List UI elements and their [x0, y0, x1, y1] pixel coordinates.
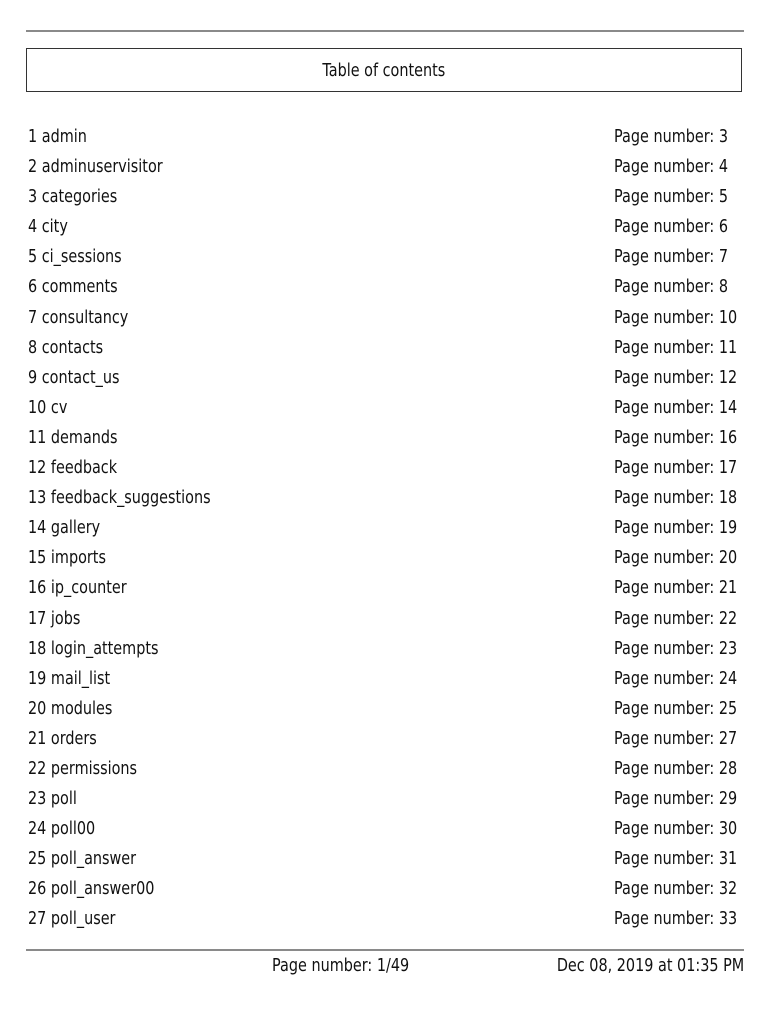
toc-entry-title — [28, 212, 68, 242]
toc-entry-title — [28, 303, 128, 333]
toc-entry-title — [28, 604, 80, 634]
footer-timestamp: Dec 08, 2019 at 01:35 PM — [556, 955, 744, 976]
toc-entry-page-number: 29 — [718, 788, 738, 810]
toc-entry-number: 5 — [28, 246, 38, 268]
toc-entry-number: 3 — [28, 186, 38, 208]
toc-entry-number: 14 — [28, 517, 47, 539]
toc-entry-page-number: 7 — [718, 246, 728, 268]
toc-entry[interactable] — [28, 212, 728, 242]
toc-entry-page-ref — [614, 724, 737, 754]
toc-header-box — [26, 48, 742, 92]
toc-entry-number: 9 — [28, 366, 38, 388]
toc-entry-title — [28, 122, 87, 152]
toc-entry-name: login_attempts — [50, 637, 159, 659]
toc-entry-number: 13 — [28, 487, 47, 509]
toc-entry-page-ref — [614, 904, 737, 934]
toc-entry-title — [28, 694, 112, 724]
toc-entry-title — [28, 152, 163, 182]
toc-entry-page-label: Page number: — [614, 186, 715, 208]
toc-entry-page-ref — [614, 754, 737, 784]
toc-entry[interactable] — [28, 904, 738, 934]
toc-entry[interactable] — [28, 694, 738, 724]
toc-entry-name: admin — [41, 126, 87, 147]
toc-entry-page-label: Page number: — [614, 697, 715, 719]
toc-entry-number: 19 — [28, 667, 47, 689]
toc-entry[interactable] — [28, 242, 728, 272]
toc-entry-number: 22 — [28, 757, 47, 779]
toc-entry-page-label: Page number: — [614, 396, 715, 418]
toc-entry-page-number: 5 — [718, 186, 728, 208]
toc-entry-page-number: 17 — [718, 457, 738, 479]
toc-entry-number: 15 — [28, 547, 47, 569]
toc-entry-page-label: Page number: — [614, 426, 715, 448]
toc-entry-page-label: Page number: — [614, 547, 715, 569]
toc-entry-name: poll_answer — [50, 848, 137, 870]
toc-entry-page-ref — [614, 483, 737, 513]
toc-entry-title — [28, 634, 158, 664]
toc-entry-number: 11 — [28, 426, 47, 448]
toc-entry-page-label: Page number: — [614, 306, 715, 328]
toc-entry-page-ref — [614, 272, 728, 302]
toc-entry[interactable] — [28, 874, 738, 904]
toc-entry-page-number: 22 — [718, 607, 738, 629]
toc-entry-page-number: 11 — [718, 336, 738, 358]
toc-entry-title — [28, 483, 211, 513]
toc-entry-name: contacts — [41, 336, 104, 358]
toc-entry-page-label: Page number: — [614, 366, 715, 388]
toc-entry[interactable] — [28, 483, 738, 513]
toc-entry-title — [28, 543, 106, 573]
toc-entry-page-label: Page number: — [614, 607, 715, 629]
toc-entry-page-number: 8 — [718, 276, 728, 298]
toc-entry-page-number: 21 — [718, 577, 738, 599]
toc-entry-page-number: 4 — [718, 156, 728, 178]
toc-entry-name: poll_answer00 — [50, 878, 155, 900]
toc-entry-page-ref — [614, 212, 728, 242]
toc-entry-title — [28, 333, 103, 363]
toc-entry-title — [28, 844, 136, 874]
toc-entry-page-ref — [614, 393, 737, 423]
toc-entry-page-label: Page number: — [614, 126, 715, 147]
toc-entry-number: 25 — [28, 848, 47, 870]
toc-entry[interactable] — [28, 844, 738, 874]
toc-entry-number: 2 — [28, 156, 38, 178]
toc-entry-number: 26 — [28, 878, 47, 900]
toc-entry[interactable] — [28, 724, 738, 754]
toc-entry-name: permissions — [50, 757, 138, 779]
toc-entry-page-label: Page number: — [614, 667, 715, 689]
toc-entry-name: cv — [50, 396, 68, 418]
toc-entry-page-number: 25 — [718, 697, 738, 719]
toc-entry-page-ref — [614, 604, 737, 634]
toc-entry-page-number: 18 — [718, 487, 738, 509]
toc-entry-page-ref — [614, 844, 737, 874]
toc-entry-title — [28, 754, 137, 784]
toc-entry-name: poll — [50, 788, 77, 810]
toc-entry-page-number: 32 — [718, 878, 738, 900]
toc-entry-page-label: Page number: — [614, 727, 715, 749]
toc-entry-number: 10 — [28, 396, 47, 418]
toc-entry[interactable] — [28, 513, 738, 543]
toc-entry-page-label: Page number: — [614, 156, 715, 178]
top-divider — [26, 30, 744, 32]
toc-entry-name: contact_us — [41, 366, 120, 388]
toc-entry-page-number: 20 — [718, 547, 738, 569]
toc-entry-number: 27 — [28, 908, 47, 930]
toc-entry-number: 16 — [28, 577, 47, 599]
toc-entry-title — [28, 664, 110, 694]
toc-entry-page-label: Page number: — [614, 908, 715, 930]
toc-entry-name: poll00 — [50, 818, 96, 840]
toc-entry-page-number: 14 — [718, 396, 738, 418]
toc-entry[interactable] — [28, 363, 738, 393]
toc-entry-page-label: Page number: — [614, 246, 715, 268]
toc-entry-name: poll_user — [50, 908, 116, 930]
toc-entry-name: consultancy — [41, 306, 129, 328]
toc-entry-number: 18 — [28, 637, 47, 659]
toc-entry-title — [28, 724, 97, 754]
toc-entry-page-label: Page number: — [614, 336, 715, 358]
toc-entry-title — [28, 393, 67, 423]
toc-entry-page-number: 19 — [718, 517, 738, 539]
toc-entry[interactable] — [28, 543, 738, 573]
toc-entry-page-number: 16 — [718, 426, 738, 448]
toc-entry-name: categories — [41, 186, 118, 208]
toc-entry-number: 21 — [28, 727, 47, 749]
toc-entry-page-number: 3 — [718, 126, 728, 147]
toc-list — [28, 122, 738, 935]
toc-entry-page-number: 28 — [718, 757, 738, 779]
toc-entry-page-ref — [614, 453, 737, 483]
toc-entry-page-label: Page number: — [614, 818, 715, 840]
toc-entry[interactable] — [28, 333, 738, 363]
toc-entry-page-label: Page number: — [614, 577, 715, 599]
toc-entry-page-number: 30 — [718, 818, 738, 840]
toc-entry-title — [28, 453, 117, 483]
toc-entry[interactable] — [28, 814, 738, 844]
toc-entry-title — [28, 513, 100, 543]
toc-entry-page-number: 6 — [718, 216, 728, 238]
toc-entry[interactable] — [28, 423, 738, 453]
toc-entry[interactable] — [28, 573, 738, 603]
toc-entry-page-number: 33 — [718, 908, 738, 930]
toc-entry-page-number: 24 — [718, 667, 738, 689]
toc-entry-page-number: 27 — [718, 727, 738, 749]
toc-entry-title — [28, 363, 119, 393]
toc-entry[interactable] — [28, 122, 728, 152]
toc-entry-number: 17 — [28, 607, 47, 629]
toc-entry-page-label: Page number: — [614, 457, 715, 479]
toc-entry-page-ref — [614, 182, 728, 212]
toc-entry-page-ref — [614, 634, 737, 664]
toc-entry-name: demands — [50, 426, 118, 448]
toc-entry-page-number: 23 — [718, 637, 738, 659]
toc-entry-number: 20 — [28, 697, 47, 719]
toc-entry-name: city — [41, 216, 68, 238]
toc-entry-page-number: 12 — [718, 366, 738, 388]
toc-entry-name: gallery — [50, 517, 101, 539]
toc-entry-title — [28, 904, 115, 934]
toc-entry-name: ip_counter — [50, 577, 127, 599]
toc-entry-name: jobs — [50, 607, 81, 629]
toc-entry-page-ref — [614, 363, 737, 393]
toc-entry-page-label: Page number: — [614, 637, 715, 659]
toc-entry-page-number: 10 — [718, 306, 738, 328]
toc-entry-name: mail_list — [50, 667, 111, 689]
toc-entry-page-ref — [614, 784, 737, 814]
toc-entry[interactable] — [28, 272, 728, 302]
toc-entry-page-ref — [614, 694, 737, 724]
toc-entry-page-label: Page number: — [614, 878, 715, 900]
toc-entry-page-ref — [614, 513, 737, 543]
footer-page-indicator: Page number: 1/49 — [272, 955, 410, 976]
toc-entry-title — [28, 573, 127, 603]
toc-entry-title — [28, 272, 118, 302]
toc-entry-page-ref — [614, 122, 728, 152]
toc-entry-page-label: Page number: — [614, 848, 715, 870]
toc-entry-title — [28, 874, 154, 904]
toc-entry-name: imports — [50, 547, 106, 569]
toc-entry-name: comments — [41, 276, 118, 298]
toc-entry-number: 8 — [28, 336, 38, 358]
toc-entry-page-ref — [614, 573, 737, 603]
toc-entry-title — [28, 814, 95, 844]
bottom-divider — [26, 949, 744, 951]
toc-entry[interactable] — [28, 303, 738, 333]
toc-entry-page-label: Page number: — [614, 487, 715, 509]
toc-entry[interactable] — [28, 784, 738, 814]
toc-entry[interactable] — [28, 664, 738, 694]
toc-entry-number: 4 — [28, 216, 38, 238]
toc-entry-page-label: Page number: — [614, 216, 715, 238]
toc-entry-page-ref — [614, 152, 728, 182]
toc-entry-number: 24 — [28, 818, 47, 840]
toc-entry-page-number: 31 — [718, 848, 738, 870]
toc-entry-page-ref — [614, 543, 737, 573]
toc-entry-number: 1 — [28, 126, 38, 147]
toc-entry-name: modules — [50, 697, 113, 719]
toc-entry-number: 12 — [28, 457, 47, 479]
toc-entry[interactable] — [28, 393, 738, 423]
toc-entry-name: feedback — [50, 457, 118, 479]
toc-entry-title — [28, 423, 118, 453]
toc-entry-name: adminuservisitor — [41, 156, 163, 178]
toc-entry-title — [28, 784, 77, 814]
toc-entry-name: ci_sessions — [41, 246, 122, 268]
toc-entry-page-ref — [614, 303, 737, 333]
toc-entry-number: 23 — [28, 788, 47, 810]
toc-entry-title — [28, 182, 117, 212]
toc-entry-number: 7 — [28, 306, 38, 328]
toc-entry[interactable] — [28, 453, 738, 483]
toc-entry-page-ref — [614, 242, 728, 272]
toc-entry-number: 6 — [28, 276, 38, 298]
toc-entry[interactable] — [28, 754, 738, 784]
toc-entry-page-ref — [614, 423, 737, 453]
toc-entry[interactable] — [28, 634, 738, 664]
toc-entry-page-label: Page number: — [614, 757, 715, 779]
toc-entry-page-ref — [614, 333, 737, 363]
toc-entry-title — [28, 242, 122, 272]
toc-entry-page-ref — [614, 664, 737, 694]
toc-entry[interactable] — [28, 604, 738, 634]
toc-entry-name: orders — [50, 727, 97, 749]
toc-entry[interactable] — [28, 152, 728, 182]
toc-entry-page-label: Page number: — [614, 276, 715, 298]
toc-entry-page-label: Page number: — [614, 517, 715, 539]
page-title: Table of contents — [322, 59, 446, 81]
toc-entry-page-ref — [614, 814, 737, 844]
toc-entry-page-label: Page number: — [614, 788, 715, 810]
toc-entry-name: feedback_suggestions — [50, 487, 211, 509]
toc-entry-page-ref — [614, 874, 737, 904]
toc-entry[interactable] — [28, 182, 728, 212]
